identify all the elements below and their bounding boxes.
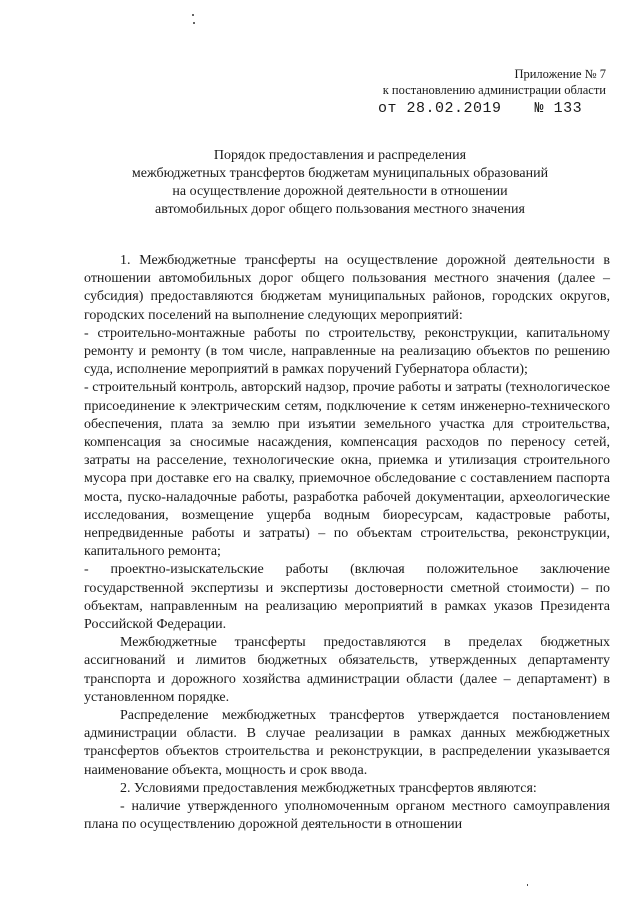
paragraph-1: 1. Межбюджетные трансферты на осуществление дорожной деятельности в отношении автомобильных дорог общего пользования местного значения (далее – субсидия) предоставляются бюджетам муниципальных районов, городских округов, городских поселений на выполнение следующих мероприятий: xyxy=(84,253,610,323)
stamp-date: 28.02.2019 xyxy=(406,100,502,117)
scan-speck xyxy=(192,14,194,16)
stamp-prefix: от xyxy=(378,100,398,117)
title-line: Порядок предоставления и распределения xyxy=(213,148,467,163)
stamp-number-sign: № xyxy=(534,100,545,117)
title-line: на осуществление дорожной деятельности в отношении xyxy=(172,184,508,199)
appendix-reference: к постановлению администрации области xyxy=(382,83,606,97)
title-line: автомобильных дорог общего пользования местного значения xyxy=(155,202,525,217)
bullet-design-survey: - проектно-изыскательские работы (включая положительное заключение государственной экспертизы и экспертизы достоверности сметной стоимости) – по объектам, направленным на реализацию мероприятий в рамках указов Президента Российской Федерации. xyxy=(84,562,610,633)
paragraph-distribution: Распределение межбюджетных трансфертов утверждается постановлением администрации области. В случае реализации в рамках данных межбюджетных трансфертов объектов строительства и реконструкции, в распределении указывается наименование объекта, мощность и срок ввода. xyxy=(84,708,610,778)
document-body xyxy=(84,252,610,835)
scan-speck xyxy=(527,884,528,886)
resolution-stamp xyxy=(378,100,582,117)
bullet-construction-works: - строительно-монтажные работы по строительству, реконструкции, капитальному ремонту и ремонту (в том числе, направленные на реализацию объектов по решению суда, исполнение мероприятий в рамках поручений Губернатора области); xyxy=(84,325,610,378)
document-title xyxy=(110,147,570,219)
paragraph-transfers-limits: Межбюджетные трансферты предоставляются в пределах бюджетных ассигнований и лимитов бюджетных обязательств, утвержденных департаменту транспорта и дорожного хозяйства администрации области (далее – департамент) в установленном порядке. xyxy=(84,635,610,705)
bullet-plan-availability: - наличие утвержденного уполномоченным органом местного самоуправления плана по осуществлению дорожной деятельности в отношении xyxy=(84,799,610,833)
scan-speck xyxy=(193,22,195,24)
bullet-construction-control: - строительный контроль, авторский надзор, прочие работы и затраты (технологическое присоединение к электрическим сетям, подключение к сетям инженерно-технического обеспечения, плата за землю при изъятии земельного участка для строительства, компенсация за сносимые насаждения, компенсация расходов по переносу сетей, затраты на расселение, технологические окна, приемка и утилизация строительного мусора при доставке его на свалку, приемочное обследование с составлением паспорта моста, пуско-наладочные работы, разработка рабочей документации, археологические исследования, возмещение ущерба водным биоресурсам, кадастровые работы, непредвиденные работы и затраты) – по объектам строительства, реконструкции, капитального ремонта; xyxy=(84,380,610,560)
title-line: межбюджетных трансфертов бюджетам муниципальных образований xyxy=(131,166,549,181)
appendix-number: Приложение № 7 xyxy=(514,67,606,81)
paragraph-2-conditions: 2. Условиями предоставления межбюджетных трансфертов являются: xyxy=(120,780,537,796)
stamp-number: 133 xyxy=(553,100,583,117)
appendix-block xyxy=(383,66,606,98)
